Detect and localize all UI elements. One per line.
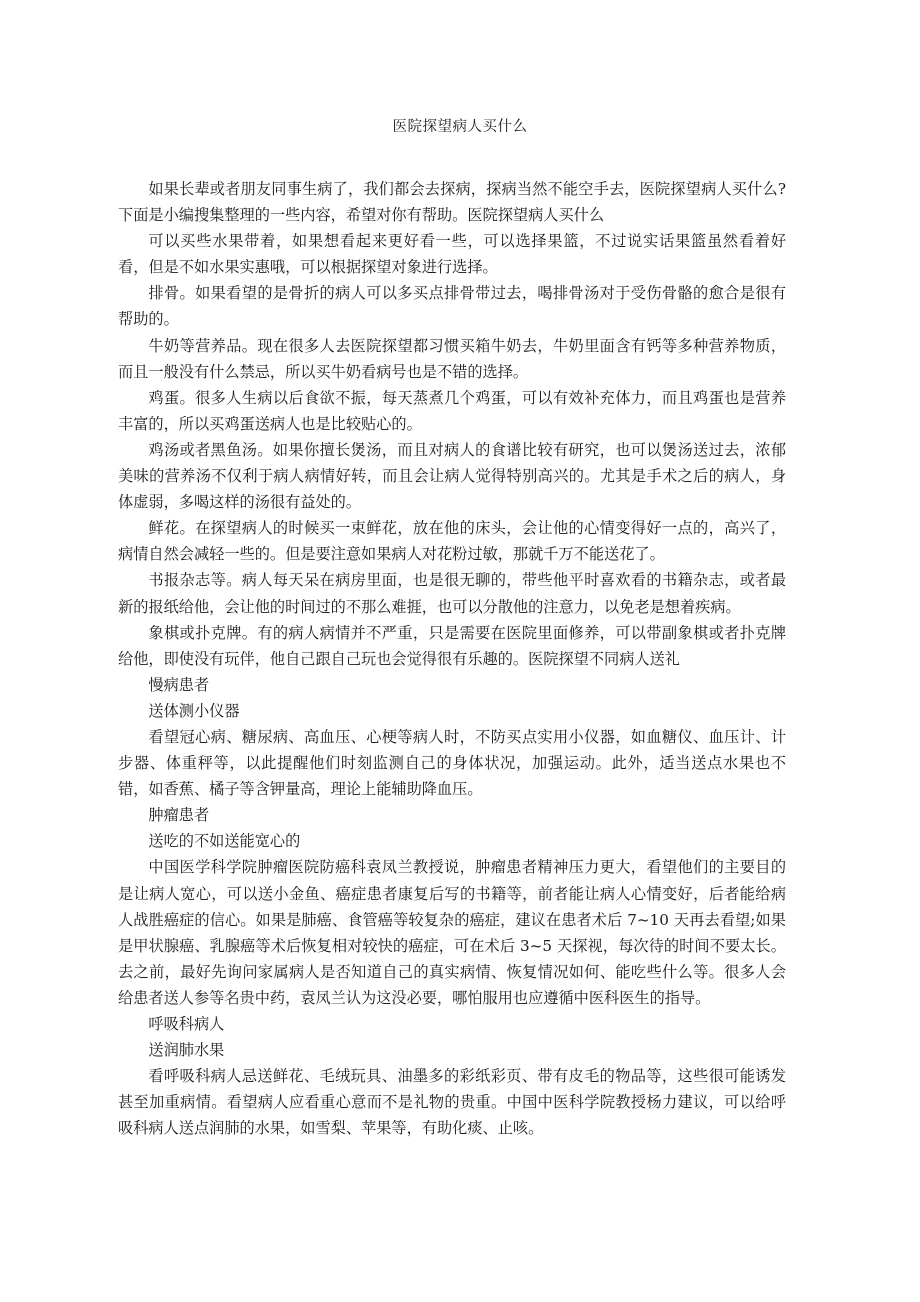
document-title: 医院探望病人买什么 [392,119,528,135]
paragraph-soup: 鸡汤或者黑鱼汤。如果你擅长煲汤，而且对病人的食谱比较有研究，也可以煲汤送过去，浓郁美味的营养汤不仅利于病人病情好转，而且会让病人觉得特别高兴的。尤其是手术之后的病人，身体虚弱，多喝这样的汤很有益处的。 [118,440,786,512]
paragraph-intro: 如果长辈或者朋友同事生病了，我们都会去探病，探病当然不能空手去，医院探望病人买什么?下面是小编搜集整理的一些内容，希望对你有帮助。医院探望病人买什么 [118,180,786,225]
paragraph-ribs: 排骨。如果看望的是骨折的病人可以多买点排骨带过去，喝排骨汤对于受伤骨骼的愈合是很有帮助的。 [118,284,786,329]
paragraph-fruit: 可以买些水果带着，如果想看起来更好看一些，可以选择果篮，不过说实话果篮虽然看着好看，但是不如水果实惠哦，可以根据探望对象进行选择。 [118,232,786,277]
paragraph-books: 书报杂志等。病人每天呆在病房里面，也是很无聊的，带些他平时喜欢看的书籍杂志，或者最新的报纸给他，会让他的时间过的不那么难捱，也可以分散他的注意力，以免老是想着疾病。 [118,571,786,616]
heading-tumor-patients: 肿瘤患者 [148,806,210,825]
paragraph-chess: 象棋或扑克牌。有的病人病情并不严重，只是需要在医院里面修养，可以带副象棋或者扑克牌给他，即使没有玩伴，他自己跟自己玩也会觉得很有乐趣的。医院探望不同病人送礼 [118,623,786,668]
subheading-instruments: 送体测小仪器 [148,701,240,720]
paragraph-flowers: 鲜花。在探望病人的时候买一束鲜花，放在他的床头，会让他的心情变得好一点的，高兴了，病情自然会减轻一些的。但是要注意如果病人对花粉过敏，那就千万不能送花了。 [118,519,786,564]
paragraph-respiratory: 看呼吸科病人忌送鲜花、毛绒玩具、油墨多的彩纸彩页、带有皮毛的物品等，这些很可能诱发甚至加重病情。看望病人应看重心意而不是礼物的贵重。中国中医科学院教授杨力建议，可以给呼吸科病人送点润肺的水果，如雪梨、苹果等，有助化痰、止咳。 [118,1067,786,1138]
subheading-lung-fruit: 送润肺水果 [148,1041,225,1060]
document-body [118,176,786,1141]
heading-respiratory-patients: 呼吸科病人 [148,1015,225,1033]
paragraph-tumor: 中国医学科学院肿瘤医院防癌科袁凤兰教授说，肿瘤患者精神压力更大，看望他们的主要目的是让病人宽心，可以送小金鱼、癌症患者康复后写的书籍等，前者能让病人心情变好，后者能给病人战胜癌症的信心。如果是肺癌、食管癌等较复杂的癌症，建议在患者术后 7~10 天再去看望;如果是甲状腺癌、乳腺癌等术后恢复相对较快的癌症，可在术后 3~5 天探视，每次待的时间不要太长。去之前，最好先询问家属病人是否知道自己的真实病情、恢复情况如何、能吃些什么等。很多人会给患者送人参等名贵中药，袁凤兰认为这没必要，哪怕服用也应遵循中医科医生的指导。 [118,858,786,1007]
subheading-comfort: 送吃的不如送能宽心的 [148,832,301,851]
paragraph-milk: 牛奶等营养品。现在很多人去医院探望都习惯买箱牛奶去，牛奶里面含有钙等多种营养物质，而且一般没有什么禁忌，所以买牛奶看病号也是不错的选择。 [118,336,786,381]
heading-chronic-patients: 慢病患者 [148,675,210,694]
paragraph-chronic: 看望冠心病、糖尿病、高血压、心梗等病人时，不防买点实用小仪器，如血糖仪、血压计、计步器、体重秤等，以此提醒他们时刻监测自己的身体状况，加强运动。此外，适当送点水果也不错，如香蕉、橘子等含钾量高，理论上能辅助降血压。 [118,727,786,799]
paragraph-eggs: 鸡蛋。很多人生病以后食欲不振，每天蒸煮几个鸡蛋，可以有效补充体力，而且鸡蛋也是营养丰富的，所以买鸡蛋送病人也是比较贴心的。 [118,388,786,433]
